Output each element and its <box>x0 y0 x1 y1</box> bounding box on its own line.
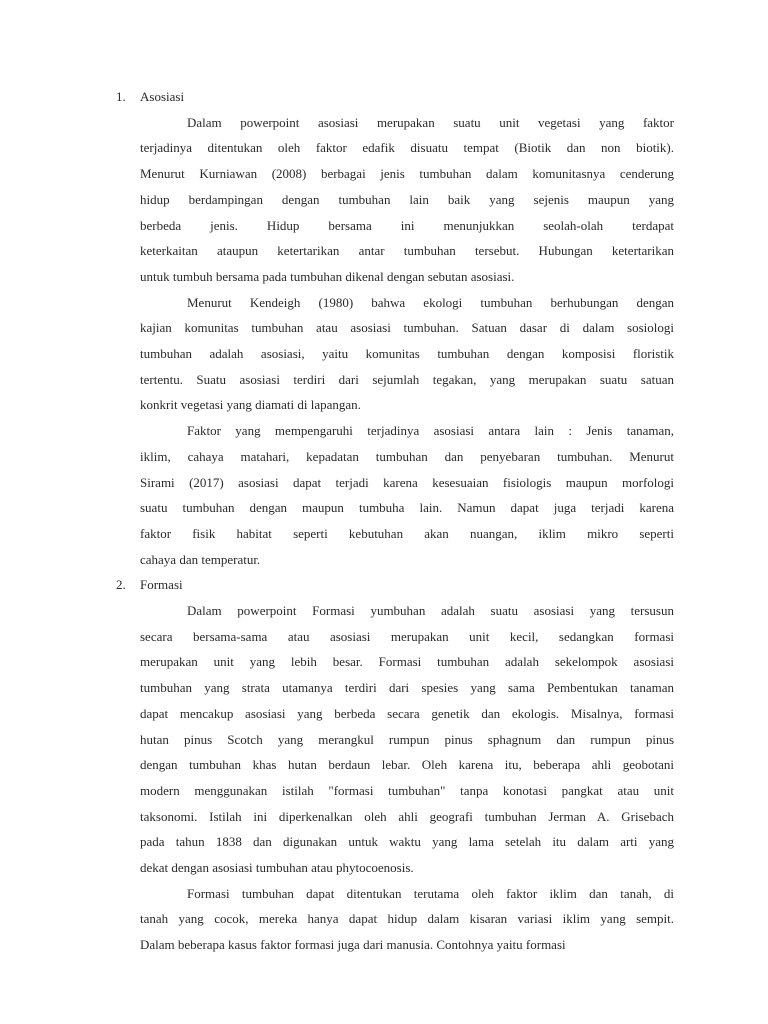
paragraph-line: Faktor yang mempengaruhi terjadinya asosiasi antara lain : Jenis tanaman, <box>187 423 674 439</box>
paragraph-line: kajian komunitas tumbuhan atau asosiasi tumbuhan. Satuan dasar di dalam sosiologi <box>140 320 674 336</box>
paragraph-line: Dalam powerpoint Formasi yumbuhan adalah suatu asosiasi yang tersusun <box>187 603 674 618</box>
paragraph-line: dengan tumbuhan khas hutan berdaun lebar. Oleh karena itu, beberapa ahli geobotani <box>140 757 674 773</box>
paragraph-line: Formasi tumbuhan dapat ditentukan terutama oleh faktor iklim dan tanah, di <box>187 885 674 901</box>
paragraph-line: taksonomi. Istilah ini diperkenalkan oleh ahli geografi tumbuhan Jerman A. Grisebach <box>140 808 674 824</box>
section-heading: Formasi <box>140 577 183 593</box>
paragraph-line: secara bersama-sama atau asosiasi merupakan unit kecil, sedangkan formasi <box>140 628 674 644</box>
paragraph-line: cahaya dan temperatur. <box>140 551 261 567</box>
section-number: 1. <box>116 89 126 104</box>
paragraph-line: pada tahun 1838 dan digunakan untuk waktu yang lama setelah itu dalam arti yang <box>140 834 674 850</box>
paragraph-line: terjadinya ditentukan oleh faktor edafik disuatu tempat (Biotik dan non biotik). <box>140 140 674 156</box>
paragraph-line: merupakan unit yang lebih besar. Formasi tumbuhan adalah sekelompok asosiasi <box>140 654 674 670</box>
paragraph-line: keterkaitan ataupun ketertarikan antar tumbuhan tersebut. Hubungan ketertarikan <box>140 243 674 259</box>
paragraph-line: Menurut Kendeigh (1980) bahwa ekologi tumbuhan berhubungan dengan <box>187 294 674 310</box>
paragraph-line: untuk tumbuh bersama pada tumbuhan dikenal dengan sebutan asosiasi. <box>140 268 515 284</box>
paragraph-line: Dalam powerpoint asosiasi merupakan suatu unit vegetasi yang faktor <box>187 114 674 130</box>
paragraph-line: Menurut Kurniawan (2008) berbagai jenis tumbuhan dalam komunitasnya cenderung <box>140 166 674 182</box>
paragraph-line: hidup berdampingan dengan tumbuhan lain baik yang sejenis maupun yang <box>140 191 674 207</box>
paragraph-line: tertentu. Suatu asosiasi terdiri dari sejumlah tegakan, yang merupakan suatu satuan <box>140 371 674 387</box>
paragraph-line: faktor fisik habitat seperti kebutuhan akan nuangan, iklim mikro seperti <box>140 525 674 541</box>
paragraph-line: suatu tumbuhan dengan maupun tumbuha lain. Namun dapat juga terjadi karena <box>140 500 674 516</box>
section-heading: Asosiasi <box>140 89 185 104</box>
paragraph-line: modern menggunakan istilah "formasi tumbuhan" tanpa konotasi pangkat atau unit <box>140 782 674 798</box>
paragraph-line: tumbuhan adalah asosiasi, yaitu komunitas tumbuhan dengan komposisi floristik <box>140 346 674 361</box>
paragraph-line: tanah yang cocok, mereka hanya dapat hidup dalam kisaran variasi iklim yang sempit. <box>140 911 674 927</box>
paragraph-line: hutan pinus Scotch yang merangkul rumpun pinus sphagnum dan rumpun pinus <box>140 731 674 747</box>
paragraph-line: dapat mencakup asosiasi yang berbeda secara genetik dan ekologis. Misalnya, formasi <box>140 705 674 721</box>
paragraph-line: konkrit vegetasi yang diamati di lapangan. <box>140 397 361 413</box>
paragraph-line: berbeda jenis. Hidup bersama ini menunjukkan seolah-olah terdapat <box>140 217 674 233</box>
section-number: 2. <box>116 577 126 593</box>
paragraph-line: Sirami (2017) asosiasi dapat terjadi karena kesesuaian fisiologis maupun morfologi <box>140 474 674 490</box>
paragraph-line: iklim, cahaya matahari, kepadatan tumbuhan dan penyebaran tumbuhan. Menurut <box>140 448 674 464</box>
paragraph-line: dekat dengan asosiasi tumbuhan atau phytocoenosis. <box>140 860 414 875</box>
paragraph-line: Dalam beberapa kasus faktor formasi juga dari manusia. Contohnya yaitu formasi <box>140 937 566 953</box>
paragraph-line: tumbuhan yang strata utamanya terdiri dari spesies yang sama Pembentukan tanaman <box>140 680 674 696</box>
